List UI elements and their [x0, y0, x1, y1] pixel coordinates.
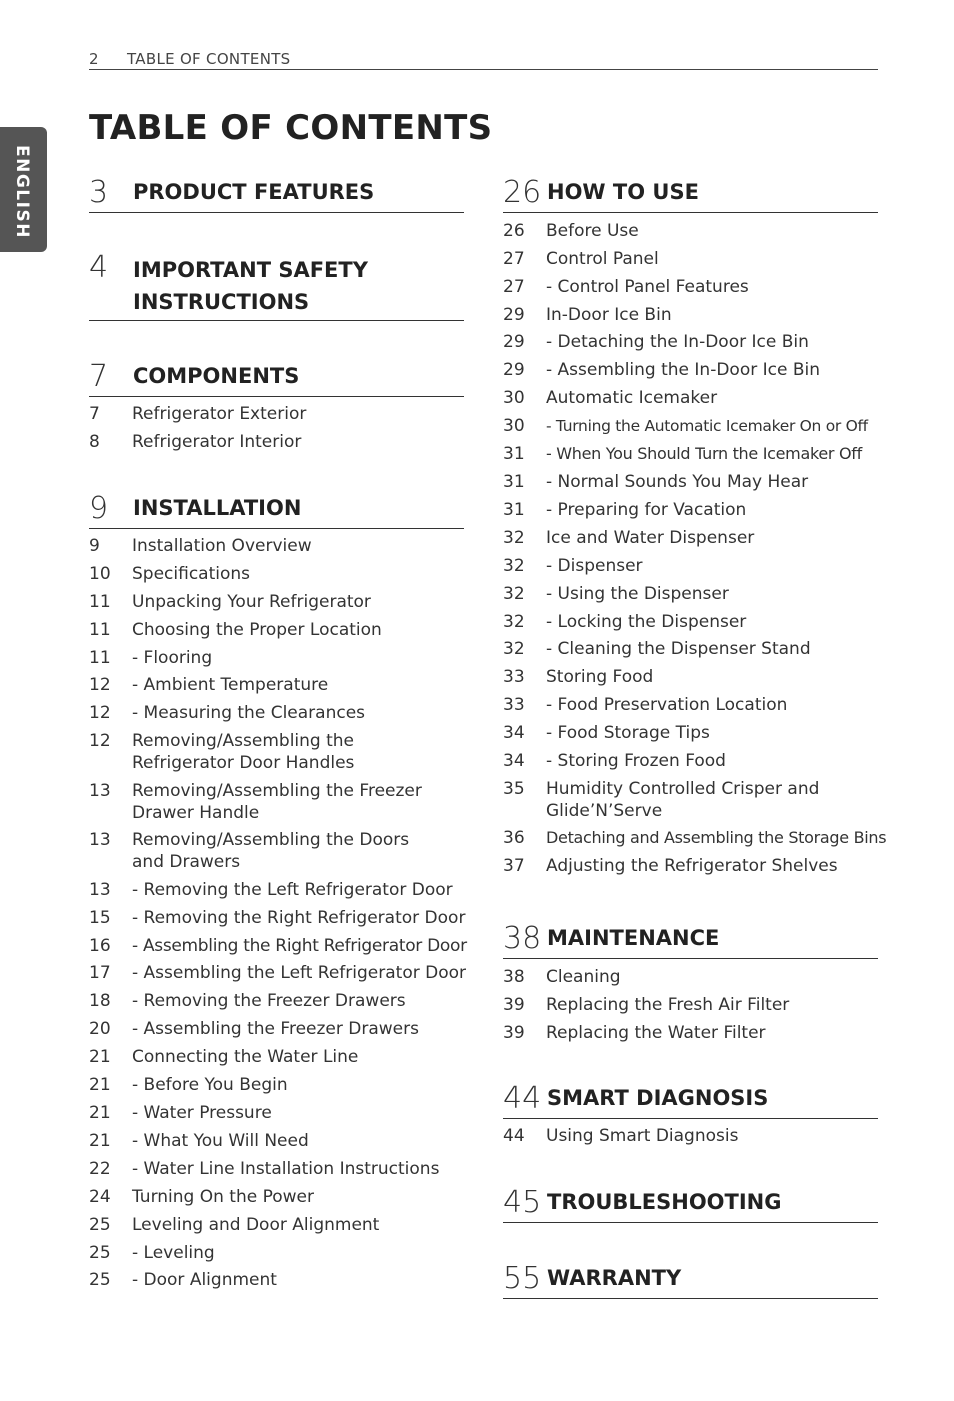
- section-page-number: 7: [89, 359, 109, 394]
- entry-title: - Storing Frozen Food: [546, 751, 726, 771]
- section-product-features[interactable]: [89, 170, 464, 213]
- entry-title: - Leveling: [132, 1243, 215, 1263]
- entry-title: - Removing the Left Refrigerator Door: [132, 880, 453, 900]
- entry-title: - Dispenser: [546, 556, 643, 576]
- entry-title: Specifications: [132, 564, 251, 584]
- entry-page: 24: [89, 1187, 111, 1207]
- section-title: PRODUCT FEATURES: [133, 180, 375, 204]
- entry-page: 21: [89, 1103, 111, 1123]
- section-page-number: 9: [89, 491, 109, 526]
- entry-page: 32: [503, 528, 525, 548]
- entry-page: 31: [503, 472, 525, 492]
- entry-page: 34: [503, 751, 525, 771]
- section-important-safety[interactable]: [89, 250, 464, 321]
- entry-page: 32: [503, 639, 525, 659]
- entry-title: - Assembling the Right Refrigerator Door: [132, 936, 467, 956]
- entry-title: - When You Should Turn the Icemaker Off: [546, 444, 862, 463]
- entry-title: In-Door Ice Bin: [546, 305, 672, 325]
- entry-title: - Flooring: [132, 648, 213, 668]
- section-title-line1: IMPORTANT SAFETY: [133, 258, 368, 282]
- entry-page: 13: [89, 830, 111, 850]
- entry-page: 20: [89, 1019, 111, 1039]
- entry-page: 21: [89, 1131, 111, 1151]
- section-page-number: 55: [503, 1261, 542, 1296]
- entry-page: 33: [503, 667, 525, 687]
- section-title-line2: INSTRUCTIONS: [133, 290, 310, 314]
- entry-page: 25: [89, 1243, 111, 1263]
- section-installation[interactable]: [89, 486, 464, 529]
- entry-page: 29: [503, 360, 525, 380]
- entry-title: - Water Line Installation Instructions: [132, 1159, 440, 1179]
- entry-title: - Cleaning the Dispenser Stand: [546, 639, 811, 659]
- entry-title: - Before You Begin: [132, 1075, 288, 1095]
- entry-title: Cleaning: [546, 967, 621, 987]
- section-page-number: 44: [503, 1081, 542, 1116]
- entry-title: - Assembling the In-Door Ice Bin: [546, 360, 821, 380]
- entry-title: - Turning the Automatic Icemaker On or Off: [546, 417, 868, 435]
- entry-title: - Detaching the In-Door Ice Bin: [546, 332, 809, 352]
- section-title: TROUBLESHOOTING: [547, 1190, 782, 1214]
- entry-title: Connecting the Water Line: [132, 1047, 359, 1067]
- entry-title: Removing/Assembling the Refrigerator Door Handles: [132, 731, 355, 773]
- entry-page: 12: [89, 731, 111, 751]
- header-page-number: 2: [89, 50, 99, 68]
- entry-title: - Using the Dispenser: [546, 584, 729, 604]
- entry-title: Replacing the Water Filter: [546, 1023, 766, 1043]
- entry-title: - Measuring the Clearances: [132, 703, 366, 723]
- entry-page: 16: [89, 936, 111, 956]
- entry-title: - Control Panel Features: [546, 277, 749, 297]
- entry-page: 22: [89, 1159, 111, 1179]
- entry-page: 31: [503, 500, 525, 520]
- entry-page: 27: [503, 249, 525, 269]
- entry-title: Humidity Controlled Crisper and Glide’N’Serve: [546, 779, 820, 821]
- entry-page: 8: [89, 432, 100, 452]
- entry-page: 26: [503, 221, 525, 241]
- section-title: INSTALLATION: [133, 496, 302, 520]
- section-title: MAINTENANCE: [547, 926, 720, 950]
- entry-title: Automatic Icemaker: [546, 388, 718, 408]
- section-warranty[interactable]: [503, 1256, 878, 1299]
- entry-title: Before Use: [546, 221, 639, 241]
- entry-title: Ice and Water Dispenser: [546, 528, 755, 548]
- entry-page: 7: [89, 404, 100, 424]
- entry-title: Detaching and Assembling the Storage Bins: [546, 828, 887, 847]
- entry-title: Adjusting the Refrigerator Shelves: [546, 856, 838, 876]
- header-title: TABLE OF CONTENTS: [127, 50, 291, 68]
- entry-title: Removing/Assembling the Doors and Drawers: [132, 830, 410, 872]
- entry-page: 36: [503, 828, 525, 848]
- entry-page: 11: [89, 620, 111, 640]
- section-title: COMPONENTS: [133, 364, 300, 388]
- entry-title: Storing Food: [546, 667, 654, 687]
- section-page-number: 38: [503, 921, 542, 956]
- page-title: TABLE OF CONTENTS: [89, 108, 493, 148]
- entry-title: Replacing the Fresh Air Filter: [546, 995, 790, 1015]
- entry-page: 21: [89, 1075, 111, 1095]
- entry-page: 9: [89, 536, 100, 556]
- entry-page: 44: [503, 1126, 525, 1146]
- entry-title: Unpacking Your Refrigerator: [132, 592, 371, 612]
- entry-page: 21: [89, 1047, 111, 1067]
- entry-page: 30: [503, 416, 525, 436]
- entry-page: 17: [89, 963, 111, 983]
- entry-page: 10: [89, 564, 111, 584]
- entry-page: 31: [503, 444, 525, 464]
- entry-page: 25: [89, 1270, 111, 1290]
- entry-page: 18: [89, 991, 111, 1011]
- entry-title: - Preparing for Vacation: [546, 500, 747, 520]
- entry-page: 32: [503, 584, 525, 604]
- entry-page: 13: [89, 781, 111, 801]
- entry-page: 15: [89, 908, 111, 928]
- entry-title: - Door Alignment: [132, 1270, 277, 1290]
- entry-title: Choosing the Proper Location: [132, 620, 382, 640]
- section-page-number: 3: [89, 175, 109, 210]
- running-header: [89, 48, 878, 70]
- language-tab: [0, 127, 47, 252]
- entry-page: 12: [89, 703, 111, 723]
- entry-title: - Locking the Dispenser: [546, 612, 747, 632]
- entry-page: 11: [89, 592, 111, 612]
- section-troubleshooting[interactable]: [503, 1180, 878, 1223]
- entry-page: 37: [503, 856, 525, 876]
- entry-page: 34: [503, 723, 525, 743]
- entry-page: 13: [89, 880, 111, 900]
- entry-page: 12: [89, 675, 111, 695]
- entry-title: - What You Will Need: [132, 1131, 309, 1151]
- entry-title: - Normal Sounds You May Hear: [546, 472, 809, 492]
- entry-page: 29: [503, 332, 525, 352]
- section-components[interactable]: [89, 356, 464, 397]
- entry-page: 29: [503, 305, 525, 325]
- section-title: WARRANTY: [547, 1266, 682, 1290]
- entry-page: 39: [503, 1023, 525, 1043]
- section-how-to-use[interactable]: [503, 170, 878, 213]
- entry-title: - Ambient Temperature: [132, 675, 329, 695]
- entry-title: Leveling and Door Alignment: [132, 1215, 380, 1235]
- entry-title: - Food Preservation Location: [546, 695, 788, 715]
- section-page-number: 4: [89, 250, 109, 285]
- section-page-number: 26: [503, 175, 542, 210]
- entry-page: 32: [503, 556, 525, 576]
- section-title: HOW TO USE: [547, 180, 699, 204]
- entry-title: - Water Pressure: [132, 1103, 272, 1123]
- entry-title: - Assembling the Left Refrigerator Door: [132, 963, 466, 983]
- entry-title: - Food Storage Tips: [546, 723, 710, 743]
- section-smart-diagnosis[interactable]: [503, 1076, 878, 1119]
- section-page-number: 45: [503, 1185, 542, 1220]
- entry-title: Turning On the Power: [132, 1187, 314, 1207]
- entry-page: 27: [503, 277, 525, 297]
- section-title: SMART DIAGNOSIS: [547, 1086, 769, 1110]
- entry-page: 32: [503, 612, 525, 632]
- entry-page: 38: [503, 967, 525, 987]
- entry-title: Control Panel: [546, 249, 659, 269]
- entry-title: Refrigerator Exterior: [132, 404, 307, 424]
- entry-title: - Removing the Right Refrigerator Door: [132, 908, 466, 928]
- language-tab-label: ENGLISH: [12, 145, 32, 239]
- entry-page: 39: [503, 995, 525, 1015]
- entry-title: Removing/Assembling the Freezer Drawer Handle: [132, 781, 422, 823]
- entry-title: Using Smart Diagnosis: [546, 1126, 739, 1146]
- entry-title: - Removing the Freezer Drawers: [132, 991, 406, 1011]
- entry-page: 35: [503, 779, 525, 799]
- entry-title: Refrigerator Interior: [132, 432, 302, 452]
- entry-page: 25: [89, 1215, 111, 1235]
- entry-title: - Assembling the Freezer Drawers: [132, 1019, 419, 1039]
- entry-page: 30: [503, 388, 525, 408]
- entry-page: 33: [503, 695, 525, 715]
- entry-page: 11: [89, 648, 111, 668]
- entry-title: Installation Overview: [132, 536, 312, 556]
- section-maintenance[interactable]: [503, 916, 878, 959]
